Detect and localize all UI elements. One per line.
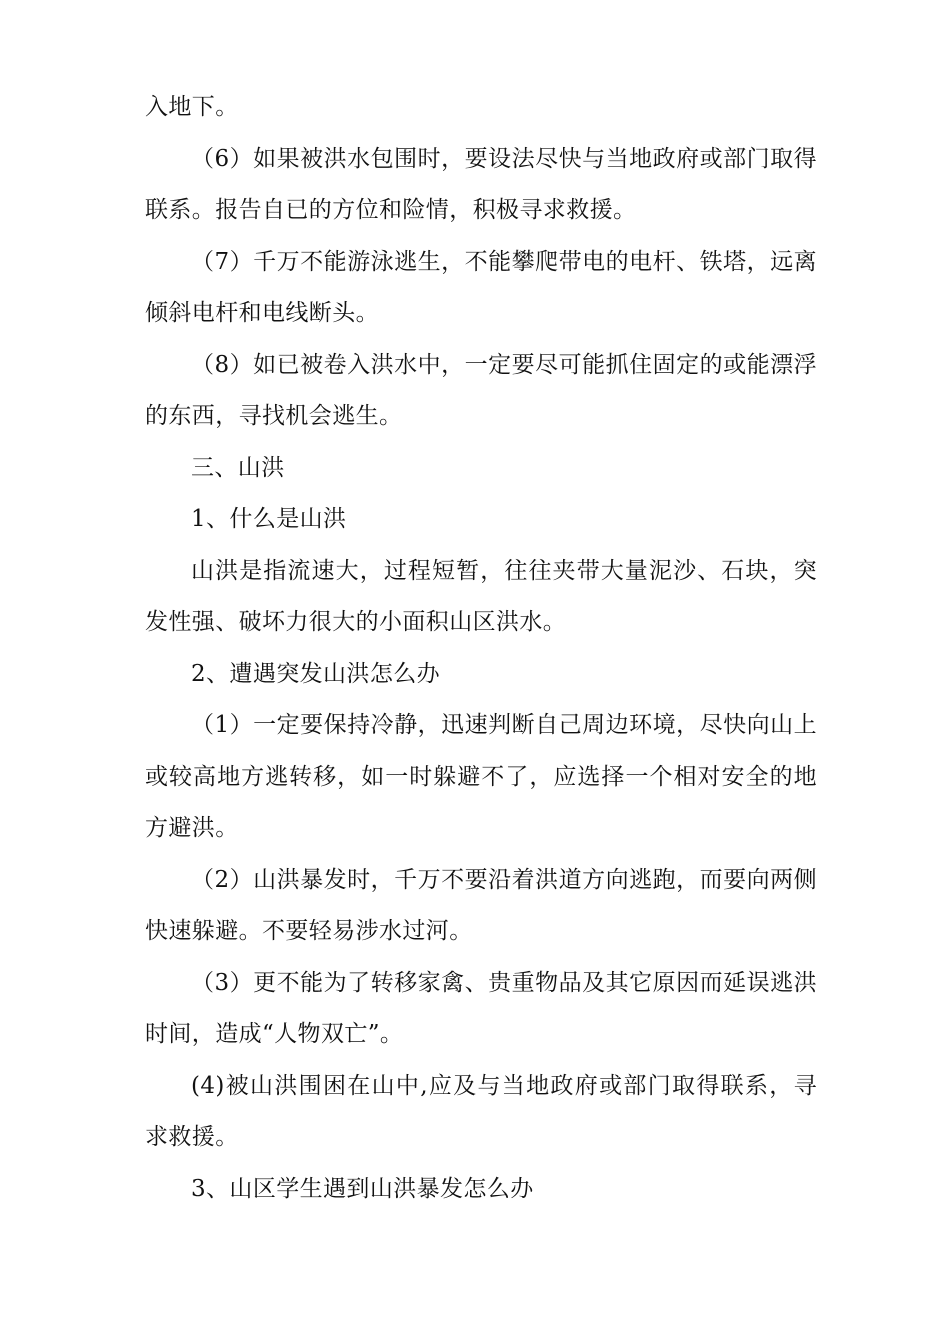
paragraph-item-3: （3）更不能为了转移家禽、贵重物品及其它原因而延误逃洪时间，造成“人物双亡”。	[145, 969, 817, 1047]
subheading-what-is-mountain-flood: 1、什么是山洪	[191, 506, 347, 532]
paragraph-item-1: （1）一定要保持冷静，迅速判断自己周边环境，尽快向山上或较高地方逃转移，如一时躲避不了，应选择一个相对安全的地方避洪。	[145, 712, 817, 841]
paragraph-item-8: （8）如已被卷入洪水中，一定要尽可能抓住固定的或能漂浮的东西，寻找机会逃生。	[145, 351, 817, 429]
paragraph-continuation: 入地下。	[145, 94, 239, 120]
paragraph-item-6: （6）如果被洪水包围时，要设法尽快与当地政府或部门取得联系。报告自已的方位和险情，积极寻求救援。	[145, 145, 817, 223]
subheading-students-mountain-area: 3、山区学生遇到山洪暴发怎么办	[191, 1175, 534, 1202]
paragraph-definition: 山洪是指流速大，过程短暂，往往夹带大量泥沙、石块，突发性强、破坏力很大的小面积山区洪水。	[145, 557, 817, 635]
document-body	[145, 82, 817, 1215]
paragraph-item-7: （7）千万不能游泳逃生，不能攀爬带电的电杆、铁塔，远离倾斜电杆和电线断头。	[145, 248, 817, 326]
subheading-sudden-flood: 2、遭遇突发山洪怎么办	[191, 660, 441, 687]
section-heading-mountain-flood: 三、山洪	[191, 454, 285, 481]
paragraph-item-2: （2）山洪暴发时，千万不要沿着洪道方向逃跑，而要向两侧快速躲避。不要轻易涉水过河。	[145, 866, 817, 944]
paragraph-item-4: (4)被山洪围困在山中,应及与当地政府或部门取得联系，寻求救援。	[145, 1072, 817, 1150]
